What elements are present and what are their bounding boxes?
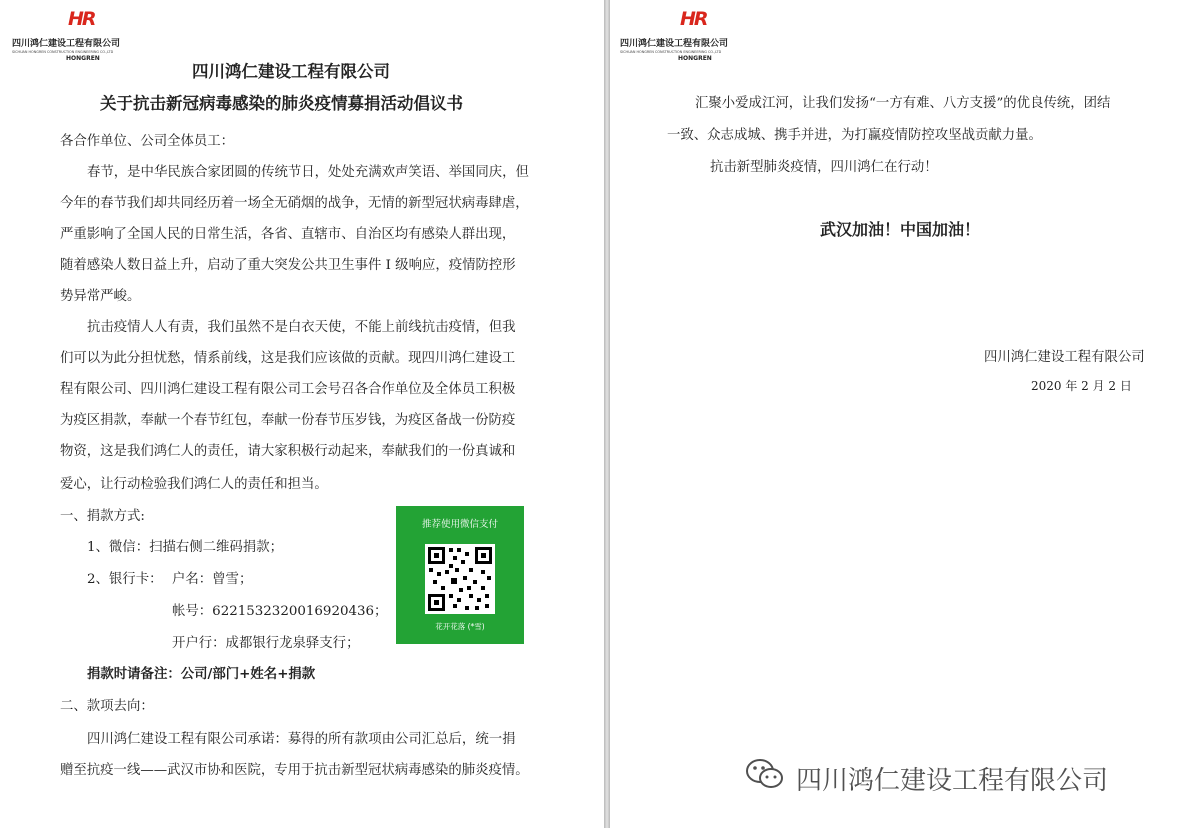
bank-label: 2、银行卡：: [87, 572, 163, 587]
doc-title-main: 关于抗击新冠病毒感染的肺炎疫情募捐活动倡议书: [100, 94, 463, 113]
para2-line: 爱心，让行动检验我们鸿仁人的责任和担当。: [60, 477, 328, 492]
hr-logo-mark: HR: [68, 8, 95, 30]
bank-branch: 开户行：成都银行龙泉驿支行；: [172, 636, 360, 651]
logo-brand: HONGREN: [66, 55, 100, 62]
wechat-method: 1、微信：扫描右侧二维码捐款；: [87, 540, 283, 555]
para2-line: 为疫区捐款，奉献一个春节红包，奉献一份春节压岁钱，为疫区备战一份防疫: [60, 413, 516, 428]
qr-code[interactable]: [425, 544, 495, 614]
closing-para-line: 一致、众志成城、携手并进，为打赢疫情防控攻坚战贡献力量。: [667, 128, 1042, 143]
donation-note: 捐款时请备注：公司/部门+姓名+捐款: [87, 667, 316, 682]
para2-line: 物资，这是我们鸿仁人的责任，请大家积极行动起来，奉献我们的一份真诚和: [60, 444, 516, 459]
section-fund-destination: 二、款项去向：: [60, 699, 154, 714]
wechat-icon: [744, 756, 786, 792]
qr-header: 推荐使用微信支付: [421, 519, 498, 530]
logo-brand: HONGREN: [678, 55, 712, 62]
para2-line: 抗击疫情人人有责，我们虽然不是白衣天使，不能上前线抗击疫情，但我: [87, 320, 516, 335]
logo-english-name: SICHUAN HONGREN CONSTRUCTION ENGINEERING CO.,LTD: [620, 50, 722, 54]
hr-logo-mark: HR: [680, 8, 707, 30]
para1-line: 今年的春节我们却共同经历着一场全无硝烟的战争，无情的新型冠状病毒肆虐，: [60, 196, 529, 211]
salutation: 各合作单位、公司全体员工：: [60, 134, 235, 149]
account-number: 帐号：6221532320016920436；: [172, 604, 388, 619]
document-page-right: [610, 0, 1185, 828]
account-name: 户名：曾雪；: [172, 572, 253, 587]
para1-line: 春节，是中华民族合家团圆的传统节日，处处充满欢声笑语、举国同庆，但: [87, 165, 529, 180]
qr-footer: 花开花落 (*雪): [435, 622, 485, 631]
qr-code-graphic: [425, 544, 495, 614]
para3-line: 四川鸿仁建设工程有限公司承诺：募得的所有款项由公司汇总后，统一捐: [87, 732, 516, 747]
action-line: 抗击新型肺炎疫情，四川鸿仁在行动！: [710, 160, 938, 175]
watermark-text: 四川鸿仁建设工程有限公司: [796, 766, 1109, 796]
signature-date: 2020 年 2 月 2 日: [1031, 379, 1132, 393]
logo-company-name: 四川鸿仁建设工程有限公司: [12, 39, 121, 49]
para2-line: 们可以为此分担忧愁，情系前线，这是我们应该做的贡献。现四川鸿仁建设工: [60, 351, 516, 366]
para2-line: 程有限公司、四川鸿仁建设工程有限公司工会号召各合作单位及全体员工积极: [60, 382, 516, 397]
section-donation-methods: 一、捐款方式:: [60, 509, 145, 524]
para1-line: 严重影响了全国人民的日常生活，各省、直辖市、自治区均有感染人群出现，: [60, 227, 516, 242]
company-logo: [10, 8, 150, 66]
para1-line: 势异常严峻。: [60, 289, 141, 304]
company-logo: [618, 8, 758, 66]
logo-english-name: SICHUAN HONGREN CONSTRUCTION ENGINEERING CO.,LTD: [12, 50, 114, 54]
doc-title-company: 四川鸿仁建设工程有限公司: [192, 62, 390, 81]
para3-line: 赠至抗疫一线——武汉市协和医院，专用于抗击新型冠状病毒感染的肺炎疫情。: [60, 763, 529, 778]
para1-line: 随着感染人数日益上升，启动了重大突发公共卫生事件 I 级响应，疫情防控形: [60, 258, 516, 273]
slogan: 武汉加油！中国加油！: [820, 220, 981, 239]
closing-para-line: 汇聚小爱成江河，让我们发扬“一方有难、八方支援”的优良传统，团结: [695, 96, 1111, 111]
signature-company: 四川鸿仁建设工程有限公司: [984, 350, 1145, 365]
logo-company-name: 四川鸿仁建设工程有限公司: [620, 39, 729, 49]
wechat-pay-qr-card: [396, 506, 524, 644]
